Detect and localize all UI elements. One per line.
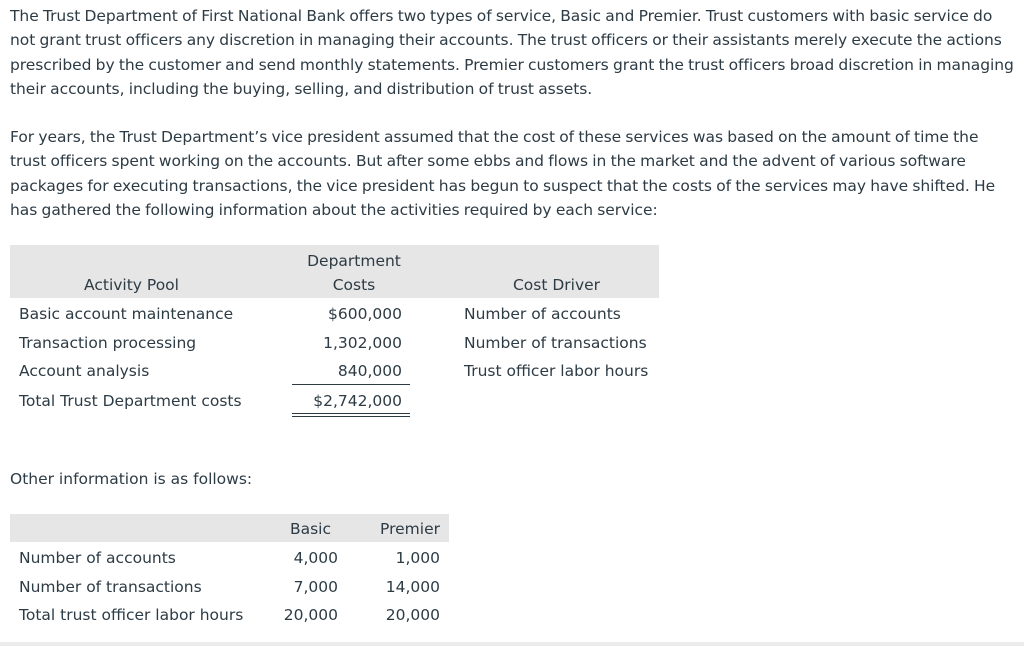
activity-row-3-cost: 840,000 bbox=[337, 362, 402, 380]
other-row-2-basic: 7,000 bbox=[293, 578, 338, 596]
intro-paragraph-1: The Trust Department of First National Bank offers two types of service, Basic and Premier. Trust customers with basic service do not grant trust officers any discretion in managing their accounts. The trust officers or their assistants merely execute the actions prescribed by the customer and send monthly statements. Premier customers grant the trust officers broad discretion in managing their accounts, including the buying, selling, and distribution of trust assets. bbox=[10, 7, 1014, 98]
activity-total-cost: $2,742,000 bbox=[313, 392, 402, 410]
other-row-2-premier: 14,000 bbox=[385, 578, 440, 596]
activity-row-2-activity: Transaction processing bbox=[19, 334, 197, 352]
activity-row-3-activity: Account analysis bbox=[19, 362, 150, 380]
activity-row-2-cost: 1,302,000 bbox=[323, 334, 402, 352]
activity-row-3-driver: Trust officer labor hours bbox=[464, 362, 649, 380]
other-row-1-basic: 4,000 bbox=[293, 549, 338, 567]
header-basic: Basic bbox=[289, 520, 331, 538]
header-cost-driver: Cost Driver bbox=[512, 276, 601, 294]
header-activity-pool: Activity Pool bbox=[84, 276, 179, 294]
activity-row-2-driver: Number of transactions bbox=[464, 334, 647, 352]
activity-row-1-activity: Basic account maintenance bbox=[19, 305, 234, 323]
header-premier: Premier bbox=[380, 520, 440, 538]
other-row-1-premier: 1,000 bbox=[395, 549, 440, 567]
activity-row-1-driver: Number of accounts bbox=[464, 305, 621, 323]
other-row-2-label: Number of transactions bbox=[19, 578, 202, 596]
other-row-1-label: Number of accounts bbox=[19, 549, 176, 567]
other-row-3-premier: 20,000 bbox=[385, 606, 440, 624]
subtotal-rule bbox=[292, 384, 410, 385]
intro-paragraph-2: For years, the Trust Department’s vice president assumed that the cost of these services was based on the amount of time the trust officers spent working on the accounts. But after some ebbs and flows in the market and the advent of various software packages for executing transactions, the vice president has begun to suspect that the costs of the services may have shifted. He has gathered the following information about the activities required by each service: bbox=[10, 128, 996, 219]
other-info-intro: Other information is as follows: bbox=[10, 470, 253, 488]
total-double-rule bbox=[292, 413, 410, 417]
header-department-costs-line2: Costs bbox=[332, 276, 376, 294]
activity-total-label: Total Trust Department costs bbox=[19, 392, 242, 410]
bottom-edge bbox=[0, 642, 1024, 646]
header-department-costs-line1: Department bbox=[307, 252, 401, 270]
other-row-3-basic: 20,000 bbox=[283, 606, 338, 624]
activity-row-1-cost: $600,000 bbox=[328, 305, 402, 323]
other-row-3-label: Total trust officer labor hours bbox=[19, 606, 244, 624]
